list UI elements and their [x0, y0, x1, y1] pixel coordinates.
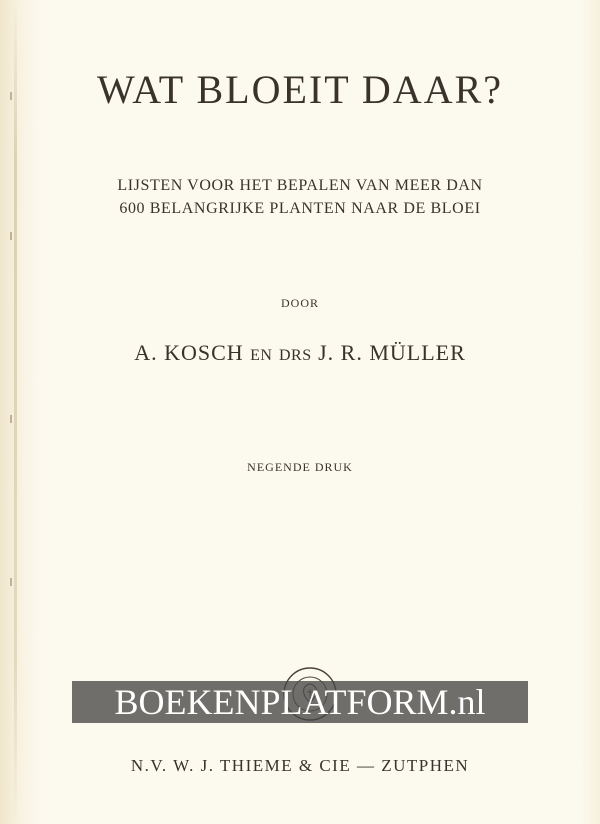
- watermark-banner: BOEKENPLATFORM.nl: [72, 681, 528, 723]
- subtitle-line-1: LIJSTEN VOOR HET BEPALEN VAN MEER DAN: [117, 177, 483, 194]
- author-title-prefix: DRS: [278, 347, 312, 364]
- binding-gutter: [14, 0, 17, 824]
- author-connector: EN: [250, 347, 273, 364]
- author-1: A. KOSCH: [134, 340, 244, 365]
- binding-stitch: [10, 232, 12, 240]
- author-2: J. R. MÜLLER: [318, 340, 466, 365]
- by-label: DOOR: [280, 296, 319, 310]
- edition-label: NEGENDE DRUK: [247, 460, 353, 474]
- subtitle-line-2: 600 BELANGRIJKE PLANTEN NAAR DE BLOEI: [119, 200, 481, 217]
- book-title: WAT BLOEIT DAAR?: [96, 67, 504, 112]
- publisher-line: N.V. W. J. THIEME & CIE — ZUTPHEN: [130, 756, 470, 775]
- binding-stitch: [10, 578, 12, 586]
- binding-stitch: [10, 415, 12, 423]
- book-subtitle: [0, 174, 600, 220]
- authors-line: [0, 340, 600, 366]
